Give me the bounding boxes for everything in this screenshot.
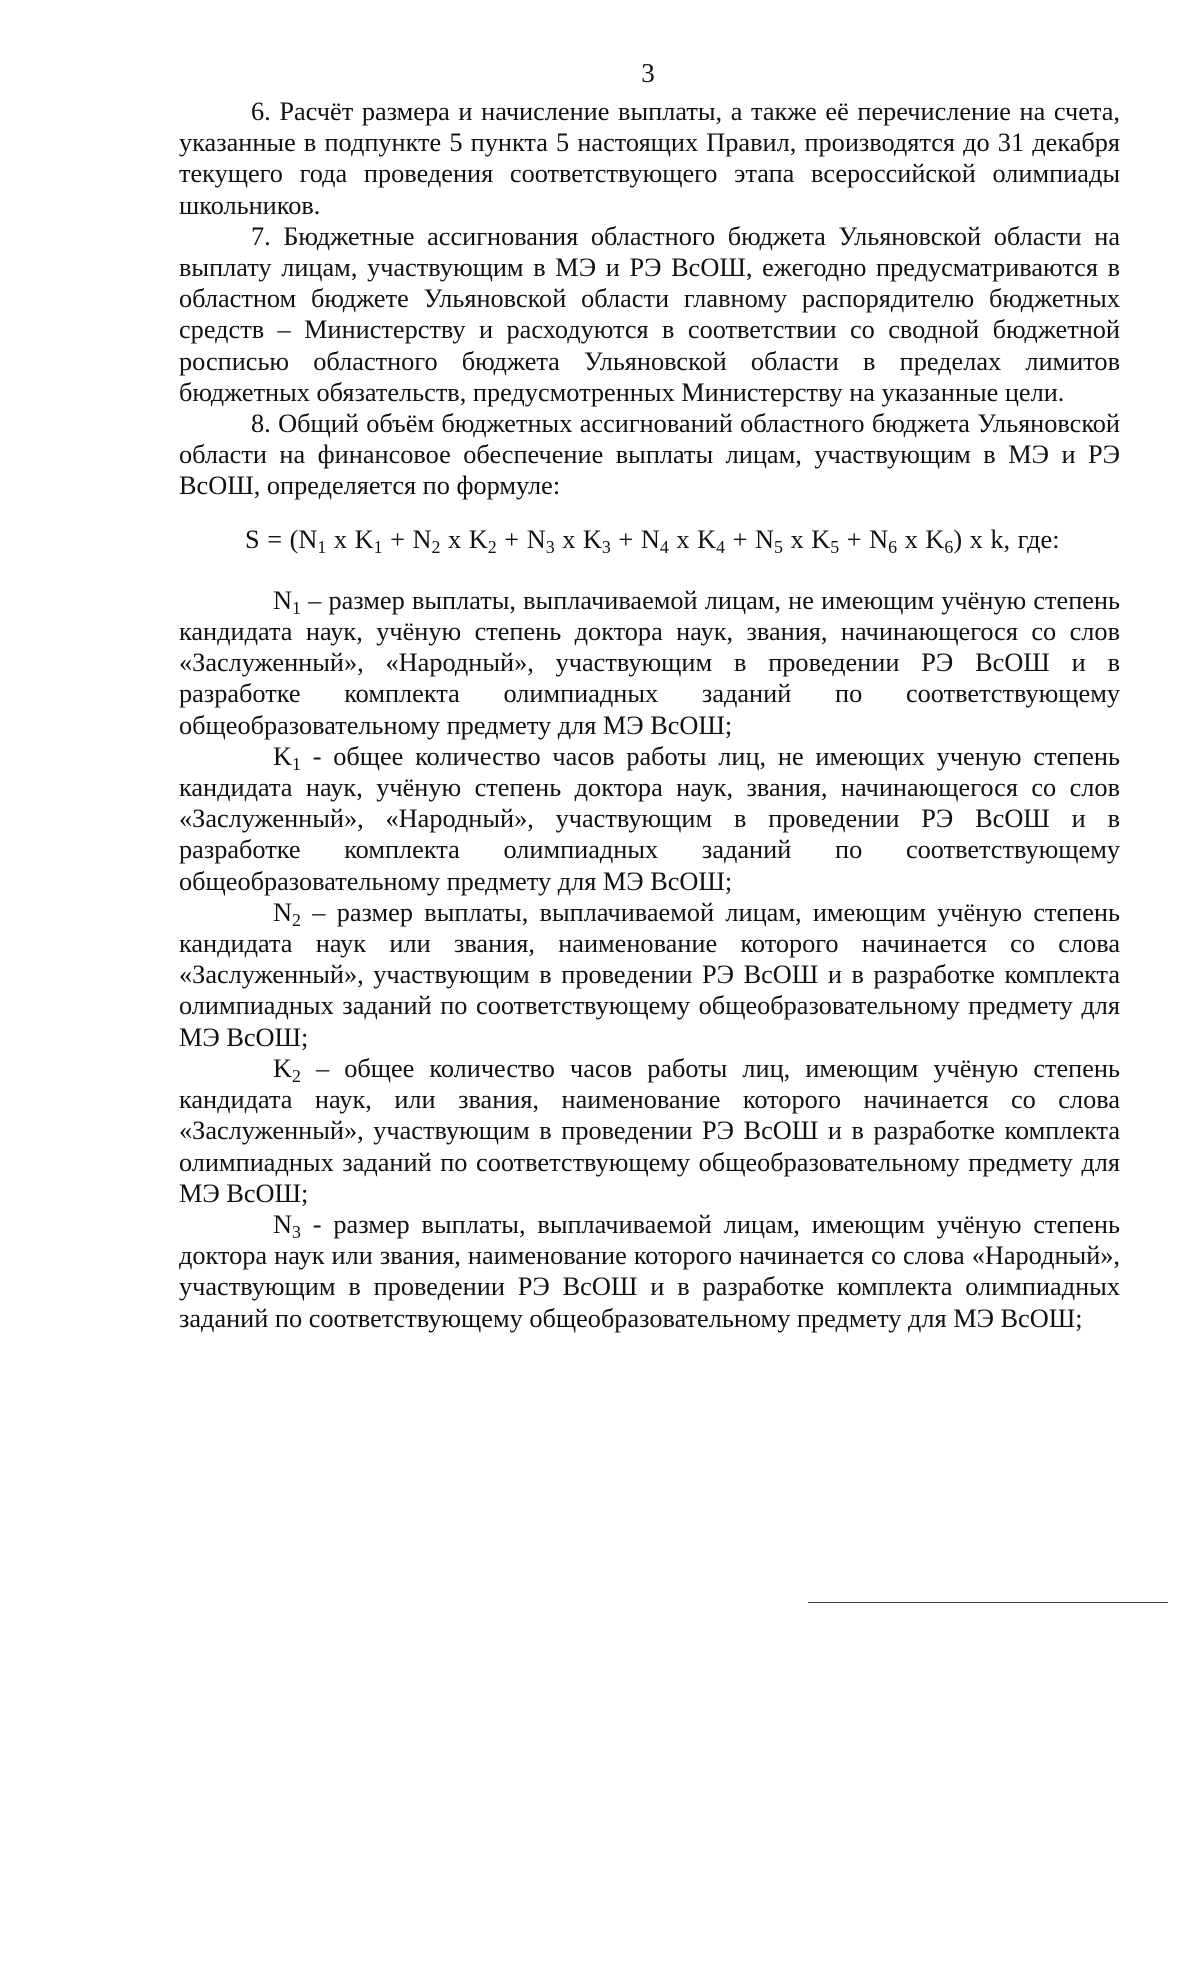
formula-n-symbol: N [412,524,432,554]
definition-symbol: K [273,1053,292,1083]
formula-k-symbol: K [811,524,831,554]
formula-lead: S = ( [245,524,299,554]
paragraph-7: 7. Бюджетные ассигнования областного бюджета Ульяновской области на выплату лицам, участвующим в МЭ и РЭ ВсОШ, ежегодно предусматриваются в областном бюджете Ульяновской области главному распорядителю бюджетных средств – Министерству и расходуются в соответствии со сводной бюджетной росписью областного бюджета Ульяновской области в пределах лимитов бюджетных обязательств, предусмотренных Министерству на указанные цели. [179,221,1120,407]
formula-n-index: 6 [888,536,898,557]
definition-n2 [179,897,1120,1053]
formula-multiply: x [782,524,812,554]
formula-plus: + [496,524,527,554]
definition-index: 2 [292,1065,301,1086]
definition-text: – размер выплаты, выплачиваемой лицам, имеющим учёную степень кандидата наук или звания, наименование которого начинается со слова «Заслуженный», участвующим в проведении РЭ ВсОШ и в разработке комплекта олимпиадных заданий по соответствующему общеобразовательному предмету для МЭ ВсОШ; [179,897,1120,1052]
formula-multiply: x [440,524,469,554]
formula-n-symbol: N [640,524,660,554]
formula-n-symbol: N [298,524,318,554]
formula-k-index: 5 [830,536,840,557]
formula-term-3 [526,524,641,557]
definition-index: 3 [292,1221,301,1242]
definition-symbol: N [273,585,292,615]
definition-symbol: K [273,741,292,771]
formula-term-6 [869,524,954,557]
formula-multiply: x [326,524,355,554]
page-number: 3 [641,58,655,88]
formula-n-symbol: N [869,524,889,554]
paragraph-6: 6. Расчёт размера и начисление выплаты, а также её перечисление на счета, указанные в подпункте 5 пункта 5 настоящих Правил, производятся до 31 декабря текущего года проведения соответствующего этапа всероссийской олимпиады школьников. [179,97,1120,220]
formula-plus: + [610,524,641,554]
formula-n-index: 4 [659,536,669,557]
definition-text: – общее количество часов работы лиц, имеющим учёную степень кандидата наук, или звания, наименование которого начинается со слова «Заслуженный», участвующим в проведении РЭ ВсОШ и в разработке комплекта олимпиадных заданий по соответствующему общеобразовательному предмету для МЭ ВсОШ; [179,1053,1120,1208]
definition-k2 [179,1053,1120,1209]
definition-index: 2 [292,909,301,930]
definition-n1 [179,585,1120,741]
formula-term-2 [412,524,527,557]
formula-k-index: 4 [716,536,726,557]
formula-k-symbol: K [697,524,717,554]
formula-k-symbol: K [354,524,374,554]
paragraph-8: 8. Общий объём бюджетных ассигнований областного бюджета Ульяновской области на финансовое обеспечение выплаты лицам, участвующим в МЭ и РЭ ВсОШ, определяется по формуле: [179,409,1120,501]
formula-k-index: 2 [487,536,497,557]
definition-k1 [179,741,1120,897]
definition-text: - размер выплаты, выплачиваемой лицам, имеющим учёную степень доктора наук или звания, наименование которого начинается со слова «Народный», участвующим в проведении РЭ ВсОШ и в разработке комплекта олимпиадных заданий по соответствующему общеобразовательному предмету для МЭ ВсОШ; [179,1209,1120,1333]
formula-n-index: 2 [431,536,441,557]
formula-n-index: 1 [317,536,327,557]
formula-k-index: 6 [944,536,954,557]
formula-plus: + [839,524,870,554]
formula [179,524,1120,555]
document-body [179,96,1120,1334]
formula-term-4 [640,524,755,557]
formula-multiply: x [554,524,583,554]
formula-plus: + [382,524,413,554]
formula-k-symbol: K [582,524,602,554]
formula-n-symbol: N [526,524,546,554]
formula-tail: ) x k, где: [953,524,1060,554]
formula-plus: + [725,524,755,554]
footer-rule [808,1602,1168,1603]
formula-k-symbol: K [925,524,945,554]
definition-symbol: N [273,897,292,927]
formula-term-1 [298,524,413,557]
definition-index: 1 [292,753,301,774]
formula-multiply: x [668,524,698,554]
definition-symbol: N [273,1209,292,1239]
formula-n-symbol: N [755,524,774,554]
definition-n3 [179,1209,1120,1334]
definition-text: - общее количество часов работы лиц, не имеющих ученую степень кандидата наук, учёную степень доктора наук, звания, начинающегося со слов «Заслуженный», «Народный», участвующим в проведении РЭ ВсОШ и в разработке комплекта олимпиадных заданий по соответствующему общеобразовательному предмету для МЭ ВсОШ; [179,741,1120,896]
formula-k-index: 1 [373,536,383,557]
formula-n-index: 5 [774,536,783,557]
formula-multiply: x [897,524,926,554]
definition-text: – размер выплаты, выплачиваемой лицам, не имеющим учёную степень кандидата наук, учёную степень доктора наук, звания, начинающегося со слов «Заслуженный», «Народный», участвующим в проведении РЭ ВсОШ и в разработке комплекта олимпиадных заданий по соответствующему общеобразовательному предмету для МЭ ВсОШ; [179,585,1120,740]
formula-k-symbol: K [468,524,488,554]
formula-term-5 [755,524,870,557]
formula-k-index: 3 [601,536,611,557]
formula-n-index: 3 [545,536,555,557]
definition-index: 1 [292,597,301,618]
